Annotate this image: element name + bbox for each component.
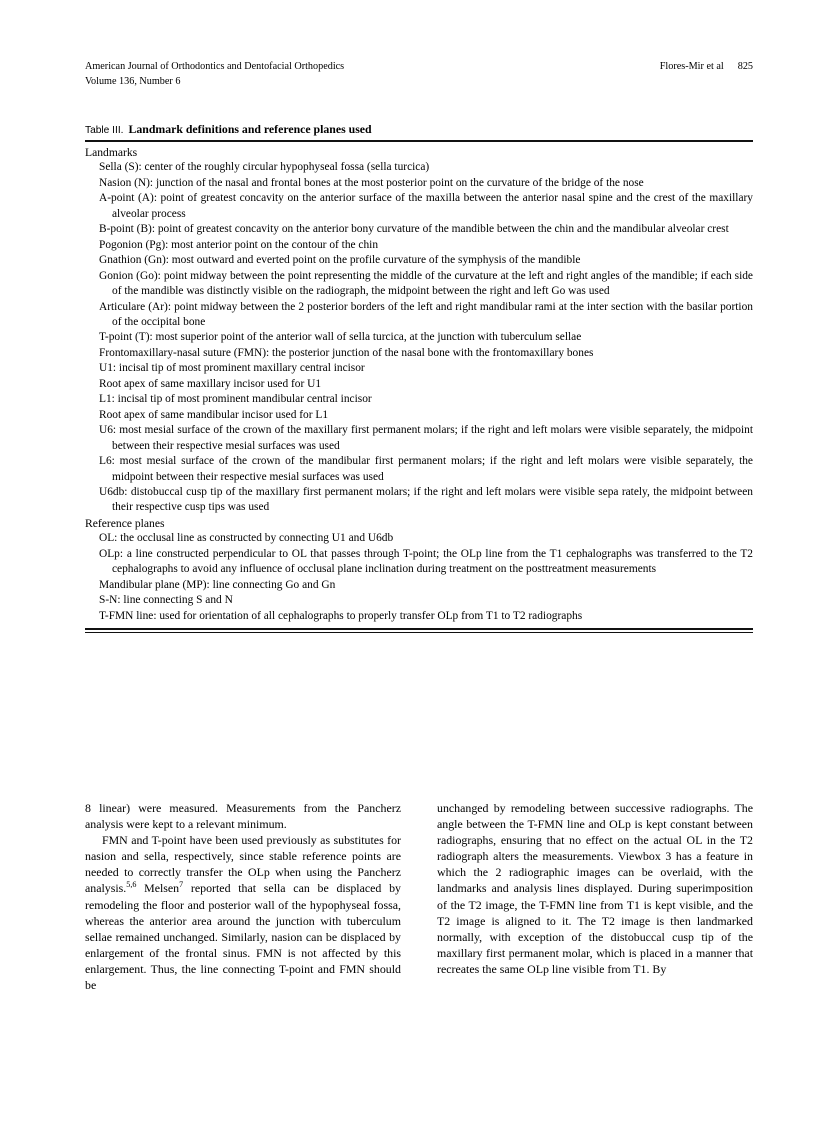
- landmark-entry-articulare: Articulare (Ar): point midway between the 2 posterior borders of the left and right mandibular rami at the inter section with the basilar portion of the occipital bone: [99, 300, 753, 328]
- reference-plane-entry-ol: OL: the occlusal line as constructed by connecting U1 and U6db: [99, 532, 394, 545]
- left-column: [85, 800, 401, 993]
- table-number-label: Table III.: [85, 125, 124, 136]
- running-head-journal: [85, 60, 344, 89]
- landmark-entry-t-point: T-point (T): most superior point of the anterior wall of sella turcica, at the junction with tuberculum sellae: [99, 331, 582, 344]
- citation-ref-5-6: 5,6: [126, 880, 137, 890]
- landmark-entry-u6: U6: most mesial surface of the crown of the maxillary first permanent molars; if the right and left molars were visible separately, the midpoint between their respective mesial surfaces was used: [99, 424, 753, 452]
- author-names: Flores-Mir et al: [659, 61, 724, 72]
- landmark-entry-a-point: A-point (A): point of greatest concavity on the anterior surface of the maxilla between the anterior nasal spine and the crest of the maxillary alveolar process: [99, 192, 753, 220]
- landmark-entry-l6: L6: most mesial surface of the crown of the mandibular first permanent molars; if the right and left molars were visible separately, the midpoint between their respective mesial surfaces was used: [99, 455, 753, 483]
- running-head-authors-page: [660, 60, 753, 75]
- landmark-entry-u6db: U6db: distobuccal cusp tip of the maxillary first permanent molars; if the right and left molars were visible sepa rately, the midpoint between their respective cusp tips was used: [99, 485, 753, 514]
- left-paragraph-2-text-b: Melsen: [136, 881, 180, 896]
- landmark-entry-sella: Sella (S): center of the roughly circular hypophyseal fossa (sella turcica): [99, 161, 430, 174]
- right-column-paragraph-1: unchanged by remodeling between successive radiographs. The angle between the T-FMN line and OLp is kept constant between radiographs, ensuring that no effect on the actual OL in the T2 radiograph alters the measurements. Viewbox 3 has a feature in which the 2 radiographic images can be overlaid, with the landmarks and analysis lines displayed. During superimposition of the T2 image, the T-FMN line from T1 is kept visible, and the T2 image is aligned to it. The T2 image is then landmarked normally, with exception of the distobuccal cusp tip of the maxillary first permanent molar, which is placed in a manner that recreates the same OLp line visible from T1. By: [437, 801, 753, 976]
- left-column-paragraph-2: [85, 832, 401, 993]
- table-title: Landmark definitions and reference planes used: [128, 122, 372, 136]
- citation-ref-7: 7: [179, 880, 184, 890]
- reference-plane-entry-s-n: S-N: line connecting S and N: [99, 594, 233, 607]
- landmark-entry-gnathion: Gnathion (Gn): most outward and everted point on the profile curvature of the symphysis of the mandible: [99, 254, 581, 267]
- left-column-paragraph-1: 8 linear) were measured. Measurements from the Pancherz analysis were kept to a relevant minimum.: [85, 801, 401, 832]
- left-paragraph-2-text-a: FMN and T-point have been used previously as substitutes for nasion and sella, respectively, since stable reference points are needed to correctly transfer the OLp when using the Pancherz analysis.: [85, 833, 401, 896]
- section-heading-reference-planes: Reference planes: [85, 516, 165, 530]
- body-text-columns: [85, 800, 753, 993]
- landmark-entry-nasion: Nasion (N): junction of the nasal and frontal bones at the most posterior point on the curvature of the bridge of the nose: [99, 176, 644, 189]
- section-heading-landmarks: Landmarks: [85, 146, 138, 159]
- table-caption: [85, 122, 753, 140]
- table-content: [85, 142, 753, 628]
- journal-title: American Journal of Orthodontics and Dentofacial Orthopedics: [85, 61, 345, 72]
- landmark-entry-u1: U1: incisal tip of most prominent maxillary central incisor: [99, 362, 365, 375]
- table-bottom-rule-thin: [85, 632, 753, 633]
- reference-plane-entry-olp: OLp: a line constructed perpendicular to OL that passes through T-point; the OLp line from the T1 cephalographs was transferred to the T2 cephalographs to avoid any influence of occlusal plane inclination during treatment on the posttreatment measurements: [99, 547, 753, 576]
- landmark-entry-l1: L1: incisal tip of most prominent mandibular central incisor: [99, 393, 372, 406]
- page-number: 825: [737, 61, 753, 72]
- table-III: [85, 122, 753, 633]
- left-paragraph-2-text-c: reported that sella can be displaced by remodeling the floor and posterior wall of the hypophyseal fossa, whereas the anterior area around the junction with tuberculum sellae remained unchanged. Similarly, nasion can be displaced by enlargement of the frontal sinus. FMN is not affected by this enlargement. Thus, the line connecting T-point and FMN should be: [85, 881, 401, 993]
- landmark-entry-l1-root-apex: Root apex of same mandibular incisor used for L1: [99, 408, 329, 421]
- landmark-entry-gonion: Gonion (Go): point midway between the point representing the middle of the curvature at the left and right angles of the mandible; if each side of the mandible was distinctly visible on the radiograph, the midpoint between the right and left Go was used: [99, 269, 753, 298]
- landmark-entry-b-point: B-point (B): point of greatest concavity on the anterior bony curvature of the mandible between the chin and the mandibular alveolar crest: [99, 223, 729, 236]
- journal-volume-issue: Volume 136, Number 6: [85, 75, 181, 87]
- right-column: [437, 800, 753, 993]
- reference-plane-entry-t-fmn: T-FMN line: used for orientation of all cephalographs to properly transfer OLp from T1 to T2 radiographs: [99, 609, 583, 622]
- landmark-entry-fmn: Frontomaxillary-nasal suture (FMN): the posterior junction of the nasal bone with the frontomaxillary bones: [99, 346, 594, 359]
- landmark-entry-u1-root-apex: Root apex of same maxillary incisor used for U1: [99, 377, 322, 390]
- landmark-entry-pogonion: Pogonion (Pg): most anterior point on the contour of the chin: [99, 238, 379, 251]
- running-head: [85, 60, 753, 89]
- table-section-reference-planes: [85, 516, 753, 624]
- reference-plane-entry-mandibular-plane: Mandibular plane (MP): line connecting Go and Gn: [99, 578, 336, 591]
- table-section-landmarks: [85, 145, 753, 516]
